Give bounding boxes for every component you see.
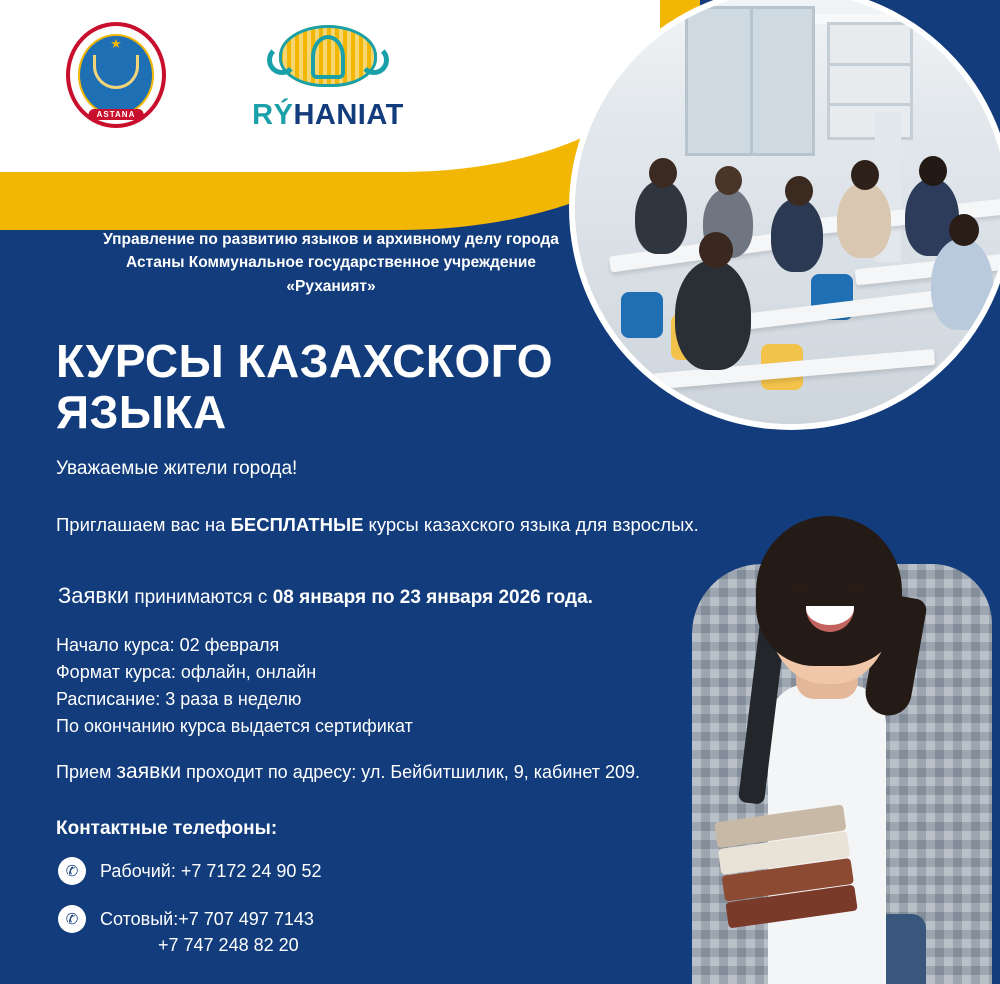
detail-line: Формат курса: офлайн, онлайн bbox=[56, 662, 317, 682]
address-prefix: Прием bbox=[56, 762, 117, 782]
page-title: КУРСЫ КАЗАХСКОГО ЯЗЫКА bbox=[56, 335, 553, 438]
student-photo bbox=[600, 394, 1000, 984]
greeting-text: Уважаемые жители города! bbox=[56, 458, 298, 479]
student-eye-right bbox=[848, 585, 864, 592]
address-word: заявки bbox=[116, 760, 182, 783]
phone-icon: ✆ bbox=[58, 905, 86, 933]
detail-line: Расписание: 3 раза в неделю bbox=[56, 689, 302, 709]
logo-row bbox=[0, 0, 660, 150]
contact-phone-mobile-label: Сотовый:+7 707 497 7143 bbox=[100, 908, 314, 929]
contact-phone-mobile[interactable] bbox=[58, 905, 314, 933]
invitation-highlight: БЕСПЛАТНЫЕ bbox=[230, 514, 364, 535]
phone-icon: ✆ bbox=[58, 857, 86, 885]
ruhaniyat-wordmark-part2: HANIAT bbox=[293, 98, 404, 131]
invitation-text bbox=[56, 512, 716, 539]
course-details bbox=[56, 632, 656, 740]
detail-line: Начало курса: 02 февраля bbox=[56, 635, 280, 655]
contact-phone-work[interactable] bbox=[58, 857, 321, 885]
address-text bbox=[56, 756, 646, 788]
ruhaniyat-mark-icon bbox=[269, 19, 387, 97]
application-word: Заявки bbox=[58, 583, 130, 608]
application-dates: 08 января по 23 января 2026 года. bbox=[272, 587, 593, 608]
classroom-photo bbox=[575, 0, 1000, 424]
contacts-title: Контактные телефоны: bbox=[56, 818, 278, 839]
student-hair-fringe bbox=[766, 530, 892, 592]
ruhaniyat-wordmark bbox=[252, 99, 404, 132]
invitation-before: Приглашаем вас на bbox=[56, 514, 231, 535]
contact-phone-extra[interactable]: +7 747 248 82 20 bbox=[158, 935, 299, 955]
organization-name: Управление по развитию языков и архивному делу города Астаны Коммунальное государственное учреждение «Руханият» bbox=[103, 231, 559, 295]
astana-emblem-icon: ★ ASTANA bbox=[66, 22, 166, 128]
contact-phone-work-label: Рабочий: +7 7172 24 90 52 bbox=[100, 860, 322, 881]
books-stack bbox=[712, 792, 857, 929]
ruhaniyat-logo bbox=[238, 19, 418, 132]
application-middle: принимаются с bbox=[129, 587, 273, 608]
student-eye-left bbox=[792, 585, 808, 592]
detail-line: По окончанию курса выдается сертификат bbox=[56, 716, 413, 736]
ruhaniyat-wordmark-part1: RÝ bbox=[252, 98, 294, 131]
application-period bbox=[58, 583, 738, 609]
invitation-after: курсы казахского языка для взрослых. bbox=[363, 514, 699, 535]
emblem-label: ASTANA bbox=[89, 109, 144, 120]
address-suffix: проходит по адресу: ул. Бейбитшилик, 9, кабинет 209. bbox=[181, 762, 641, 782]
